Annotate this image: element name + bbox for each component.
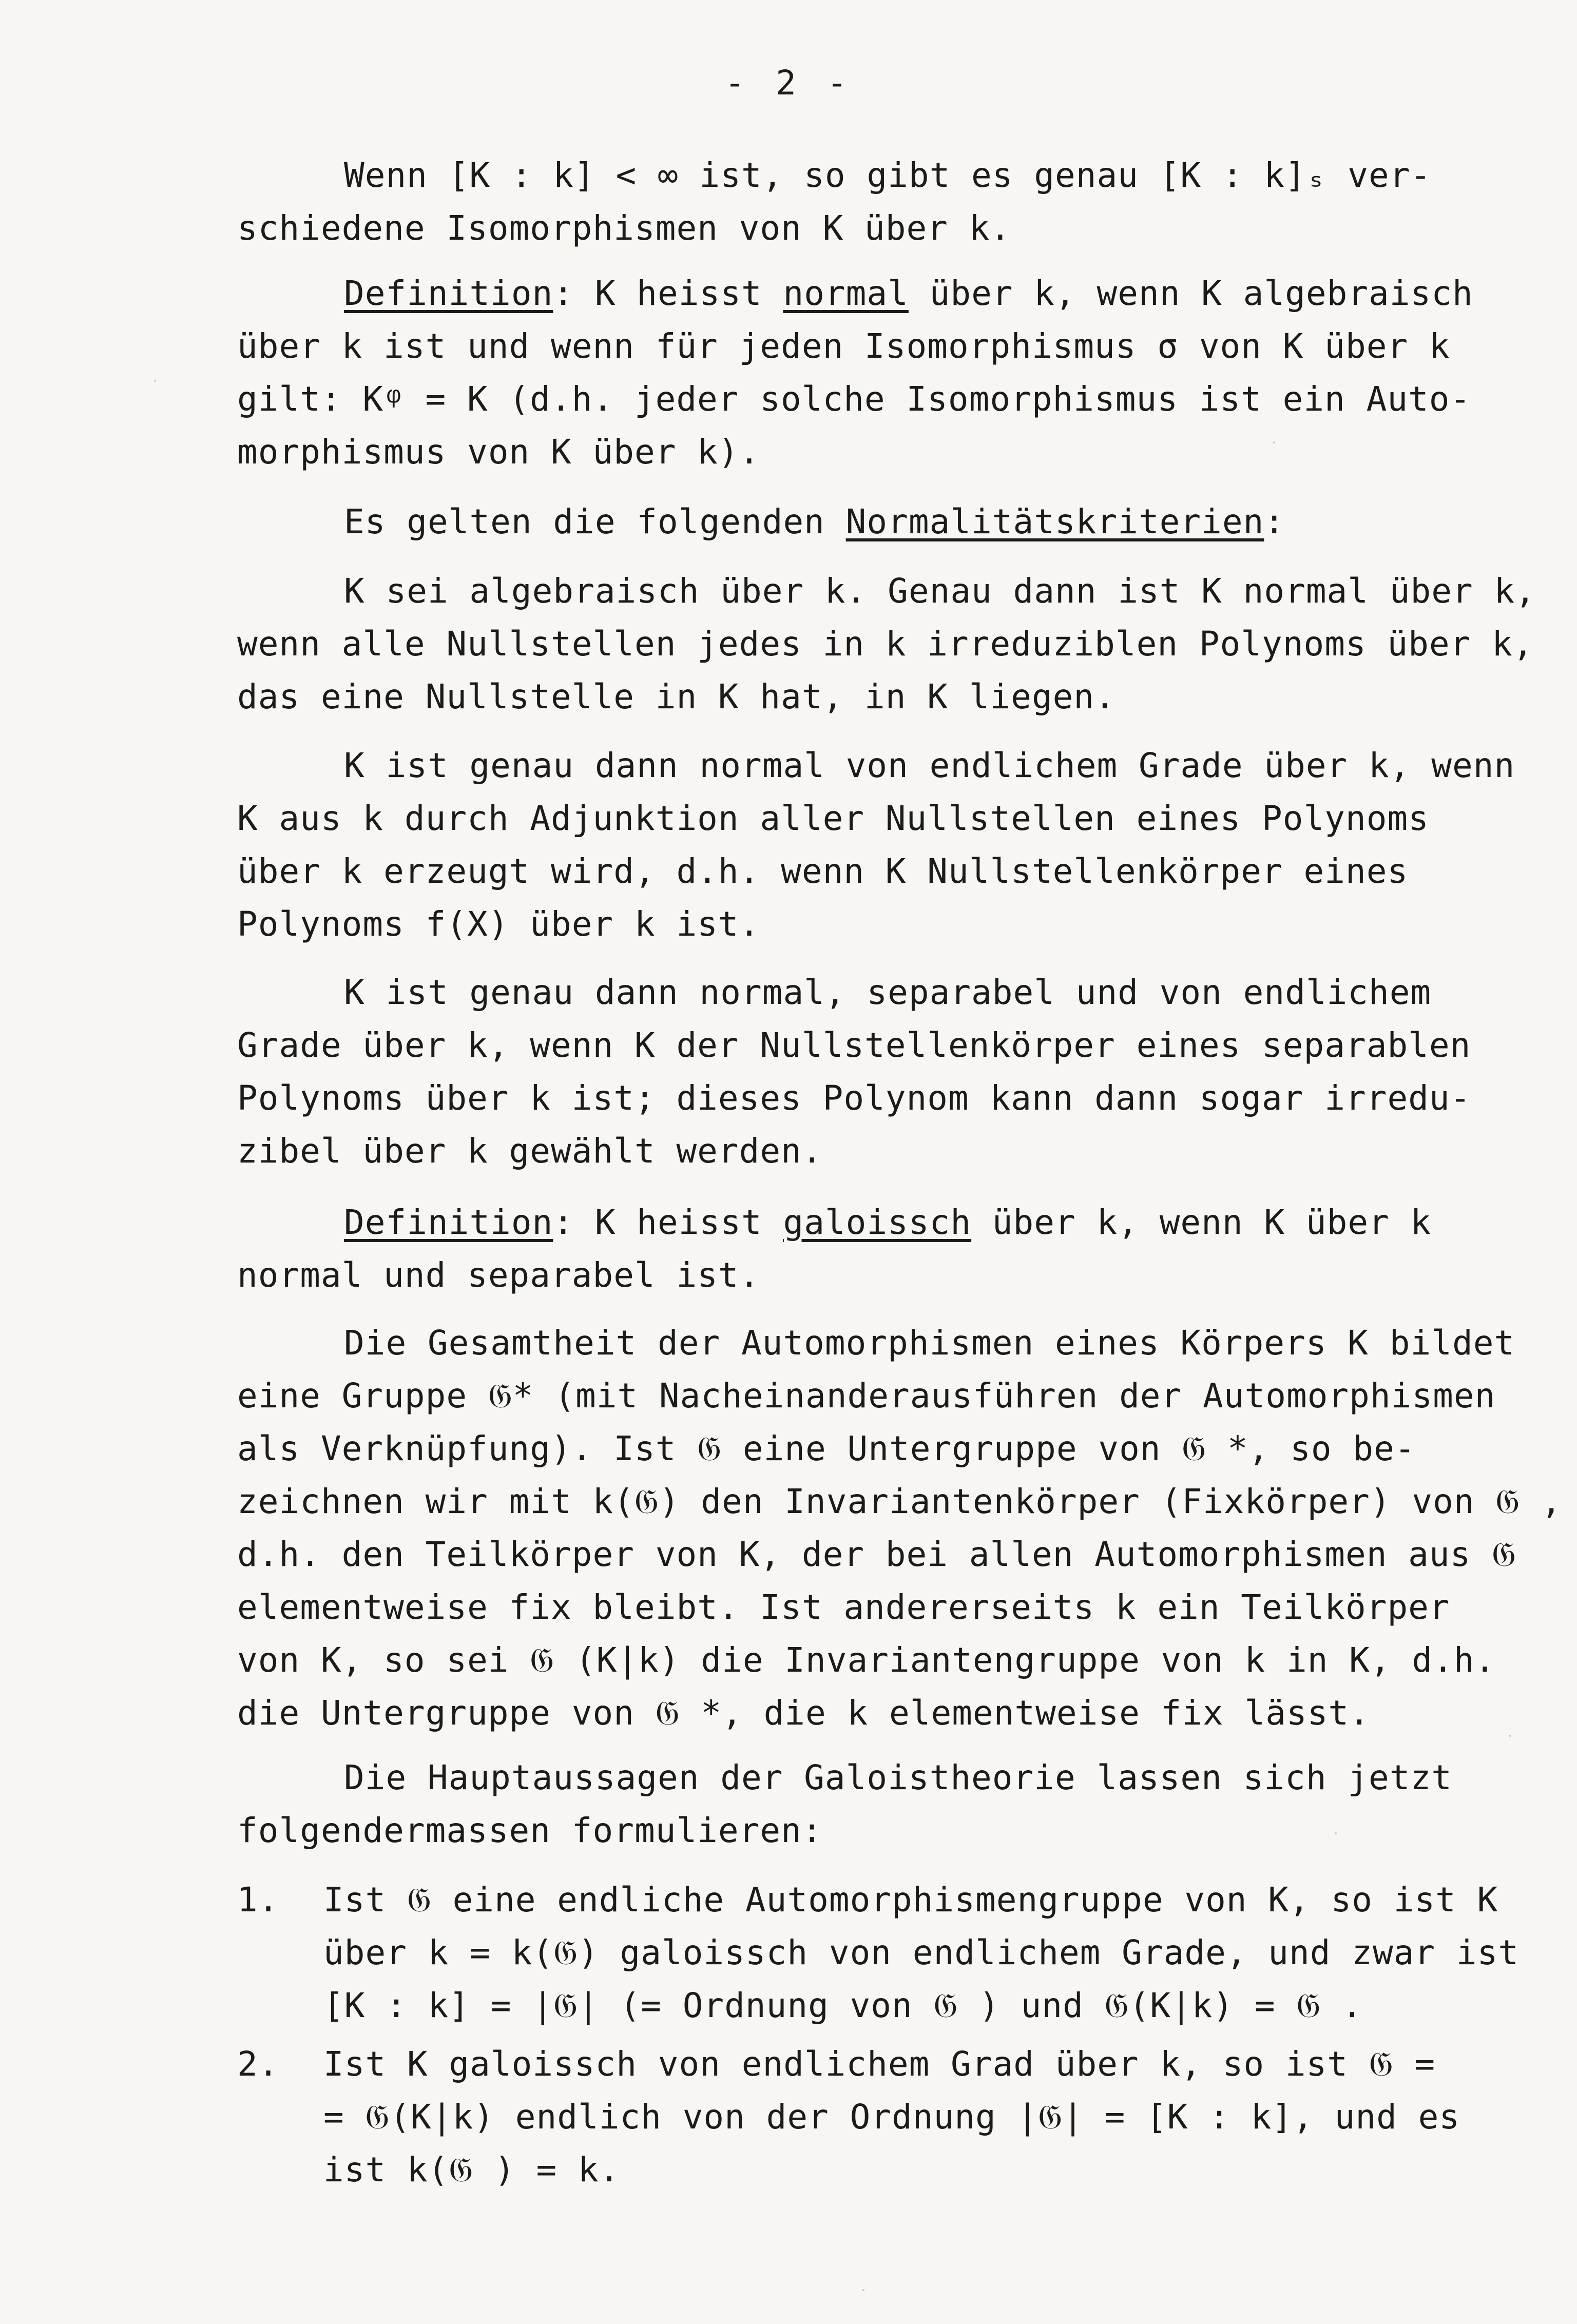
definition-galoissch: [237, 1196, 1546, 1302]
paragraph-criterion-3: [237, 966, 1546, 1177]
text-line: normal und separabel ist.: [237, 1255, 760, 1295]
text-line: Grade über k, wenn K der Nullstellenkörper eines separablen: [237, 1025, 1471, 1065]
scan-speck: [154, 380, 156, 382]
text-line: zeichnen wir mit k(𝔊) den Invariantenkörper (Fixkörper) von 𝔊 ,: [237, 1482, 1562, 1521]
text-line: [237, 1196, 1546, 1249]
text-line: über k ist und wenn für jeden Isomorphismus σ von K über k: [237, 326, 1450, 366]
text-fragment: :: [1264, 502, 1285, 541]
text-fragment: über k, wenn K über k: [971, 1203, 1432, 1242]
text-line: gilt: Kᵠ = K (d.h. jeder solche Isomorphismus ist ein Auto-: [237, 379, 1471, 419]
text-line: [237, 495, 1546, 548]
text-line: K ist genau dann normal, separabel und von endlichem: [344, 973, 1432, 1012]
text-line: Ist 𝔊 eine endliche Automorphismengruppe von K, so ist K: [323, 1880, 1498, 1920]
text-line: ist k(𝔊 ) = k.: [323, 2150, 620, 2190]
scan-speck: [1273, 441, 1275, 443]
definition-label: Definition: [344, 1203, 553, 1242]
text-line: eine Gruppe 𝔊* (mit Nacheinanderausführen der Automorphismen: [237, 1376, 1496, 1416]
text-line: K ist genau dann normal von endlichem Grade über k, wenn: [344, 746, 1515, 785]
term-normal: normal: [783, 274, 909, 313]
text-line: wenn alle Nullstellen jedes in k irreduziblen Polynoms über k,: [237, 624, 1534, 664]
paragraph-isomorphism-count: [237, 149, 1546, 255]
text-line: Wenn [K : k] < ∞ ist, so gibt es genau [K : k]ₛ ver-: [344, 156, 1432, 195]
text-line: Polynoms über k ist; dieses Polynom kann dann sogar irredu-: [237, 1078, 1471, 1118]
text-line: schiedene Isomorphismen von K über k.: [237, 208, 1011, 248]
text-line: als Verknüpfung). Ist 𝔊 eine Untergruppe von 𝔊 *, so be-: [237, 1429, 1416, 1468]
page-number: - 2 -: [724, 63, 853, 103]
definition-normal: [237, 267, 1546, 478]
text-line: [237, 267, 1546, 320]
text-fragment: Es gelten die folgenden: [344, 502, 846, 541]
text-line: folgendermassen formulieren:: [237, 1811, 823, 1850]
list-item-body: [323, 1873, 1519, 2032]
paragraph-main-statements-intro: [237, 1751, 1546, 1857]
paragraph-criterion-1: [237, 565, 1546, 723]
text-line: über k erzeugt wird, d.h. wenn K Nullstellenkörper eines: [237, 851, 1409, 891]
text-line: Polynoms f(X) über k ist.: [237, 904, 760, 944]
text-line: = 𝔊(K|k) endlich von der Ordnung |𝔊| = [K : k], und es: [323, 2097, 1460, 2137]
text-fragment: : K heisst: [553, 1203, 783, 1242]
text-line: zibel über k gewählt werden.: [237, 1131, 823, 1171]
paragraph-criterion-2: [237, 739, 1546, 951]
scan-speck: [1335, 1832, 1337, 1834]
list-number: 1.: [237, 1880, 279, 1920]
text-line: das eine Nullstelle in K hat, in K liegen.: [237, 677, 1116, 716]
text-fragment: über k, wenn K algebraisch: [908, 274, 1473, 313]
paragraph-automorphism-groups: [237, 1316, 1562, 1739]
text-line: über k = k(𝔊) galoissch von endlichem Grade, und zwar ist: [323, 1933, 1520, 1972]
list-number: 2.: [237, 2044, 279, 2084]
term-galoissch: galoissch: [783, 1203, 972, 1242]
text-line: elementweise fix bleibt. Ist andererseits k ein Teilkörper: [237, 1587, 1450, 1627]
definition-label: Definition: [344, 274, 553, 313]
paragraph-criteria-intro: [237, 495, 1546, 548]
scan-speck: [1509, 1735, 1511, 1737]
text-line: Die Hauptaussagen der Galoistheorie lassen sich jetzt: [344, 1758, 1452, 1797]
text-line: K aus k durch Adjunktion aller Nullstellen eines Polynoms: [237, 799, 1429, 838]
text-line: Die Gesamtheit der Automorphismen eines Körpers K bildet: [344, 1323, 1515, 1363]
scan-speck: [862, 2289, 864, 2291]
text-line: [K : k] = |𝔊| (= Ordnung von 𝔊 ) und 𝔊(K|k) = 𝔊 .: [323, 1986, 1363, 2025]
text-fragment: : K heisst: [553, 274, 783, 313]
text-line: von K, so sei 𝔊 (K|k) die Invariantengruppe von k in K, d.h.: [237, 1640, 1496, 1680]
term-normality-criteria: Normalitätskriterien: [845, 502, 1264, 541]
text-line: K sei algebraisch über k. Genau dann ist K normal über k,: [344, 571, 1536, 611]
text-line: d.h. den Teilkörper von K, der bei allen Automorphismen aus 𝔊: [237, 1535, 1517, 1574]
text-line: morphismus von K über k).: [237, 432, 760, 472]
list-item-body: [323, 2038, 1460, 2196]
text-line: Ist K galoissch von endlichem Grad über k, so ist 𝔊 =: [323, 2044, 1436, 2084]
text-line: die Untergruppe von 𝔊 *, die k elementweise fix lässt.: [237, 1693, 1370, 1733]
